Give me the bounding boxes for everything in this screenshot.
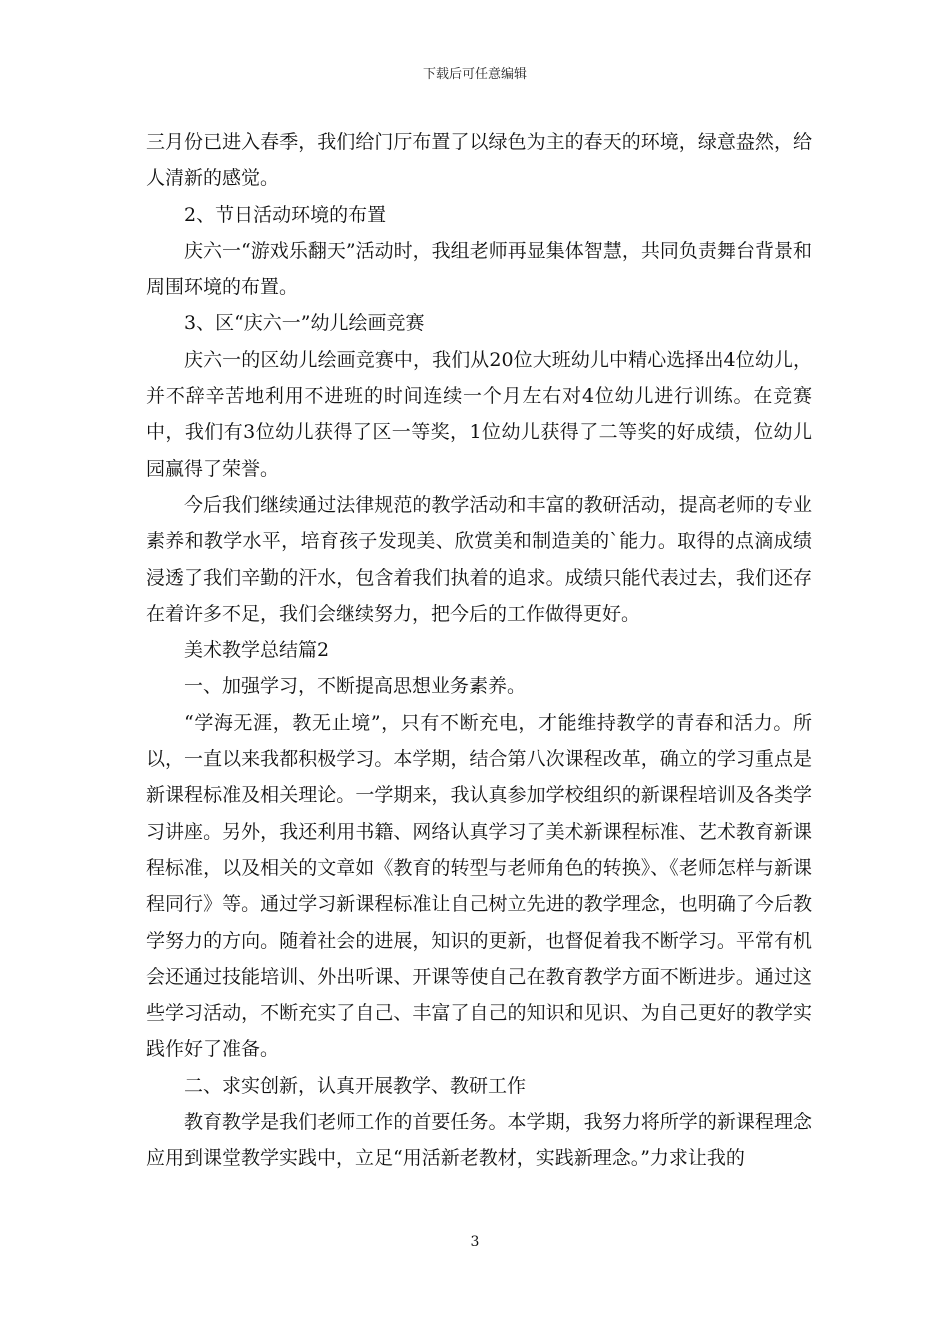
- section-heading: 二、求实创新，认真开展教学、教研工作: [184, 1074, 527, 1097]
- document-body: [146, 124, 812, 1177]
- paragraph: “学海无涯，教无止境”，只有不断充电，才能维持教学的青春和活力。所以，一直以来我都积极学习。本学期，结合第八次课程改革，确立的学习重点是新课程标准及相关理论。一学期来，我认真参加学校组织的新课程培训及各类学习讲座。另外，我还利用书籍、网络认真学习了美术新课程标准、艺术教育新课程标准，以及相关的文章如《教育的转型与老师角色的转换》、《老师怎样与新课程同行》等。通过学习新课程标准让自己树立先进的教学理念，也明确了今后教学努力的方向。随着社会的进展，知识的更新，也督促着我不断学习。平常有机会还通过技能培训、外出听课、开课等使自己在教育教学方面不断进步。通过这些学习活动，不断充实了自己、丰富了自己的知识和见识、为自己更好的教学实践作好了准备。: [146, 711, 812, 1061]
- section-heading: 一、加强学习，不断提高思想业务素养。: [184, 675, 527, 698]
- page-header: 下载后可任意编辑: [422, 67, 527, 82]
- article-title: 美术教学总结篇2: [184, 639, 330, 662]
- paragraph: 三月份已进入春季，我们给门厅布置了以绿色为主的春天的环境，绿意盎然，给人清新的感觉。: [146, 131, 812, 190]
- paragraph: 今后我们继续通过法律规范的教学活动和丰富的教研活动，提高老师的专业素养和教学水平，培育孩子发现美、欣赏美和制造美的`能力。取得的点滴成绩浸透了我们辛勤的汗水，包含着我们执着的追求。成绩只能代表过去，我们还存在着许多不足，我们会继续努力，把今后的工作做得更好。: [146, 493, 812, 625]
- section-heading: 2、节日活动环境的布置: [184, 203, 387, 226]
- paragraph: 庆六一“游戏乐翻天”活动时，我组老师再显集体智慧，共同负责舞台背景和周围环境的布置。: [146, 239, 812, 299]
- paragraph: 教育教学是我们老师工作的首要任务。本学期，我努力将所学的新课程理念应用到课堂教学实践中，立足“用活新老教材，实践新理念。”力求让我的: [146, 1111, 812, 1170]
- paragraph: 庆六一的区幼儿绘画竞赛中，我们从20位大班幼儿中精心选择出4位幼儿，并不辞辛苦地利用不进班的时间连续一个月左右对4位幼儿进行训练。在竞赛中，我们有3位幼儿获得了区一等奖，1位幼儿获得了二等奖的好成绩，位幼儿园赢得了荣誉。: [146, 348, 812, 480]
- section-heading: 3、区“庆六一”幼儿绘画竞赛: [184, 312, 425, 335]
- page-number: 3: [470, 1234, 480, 1250]
